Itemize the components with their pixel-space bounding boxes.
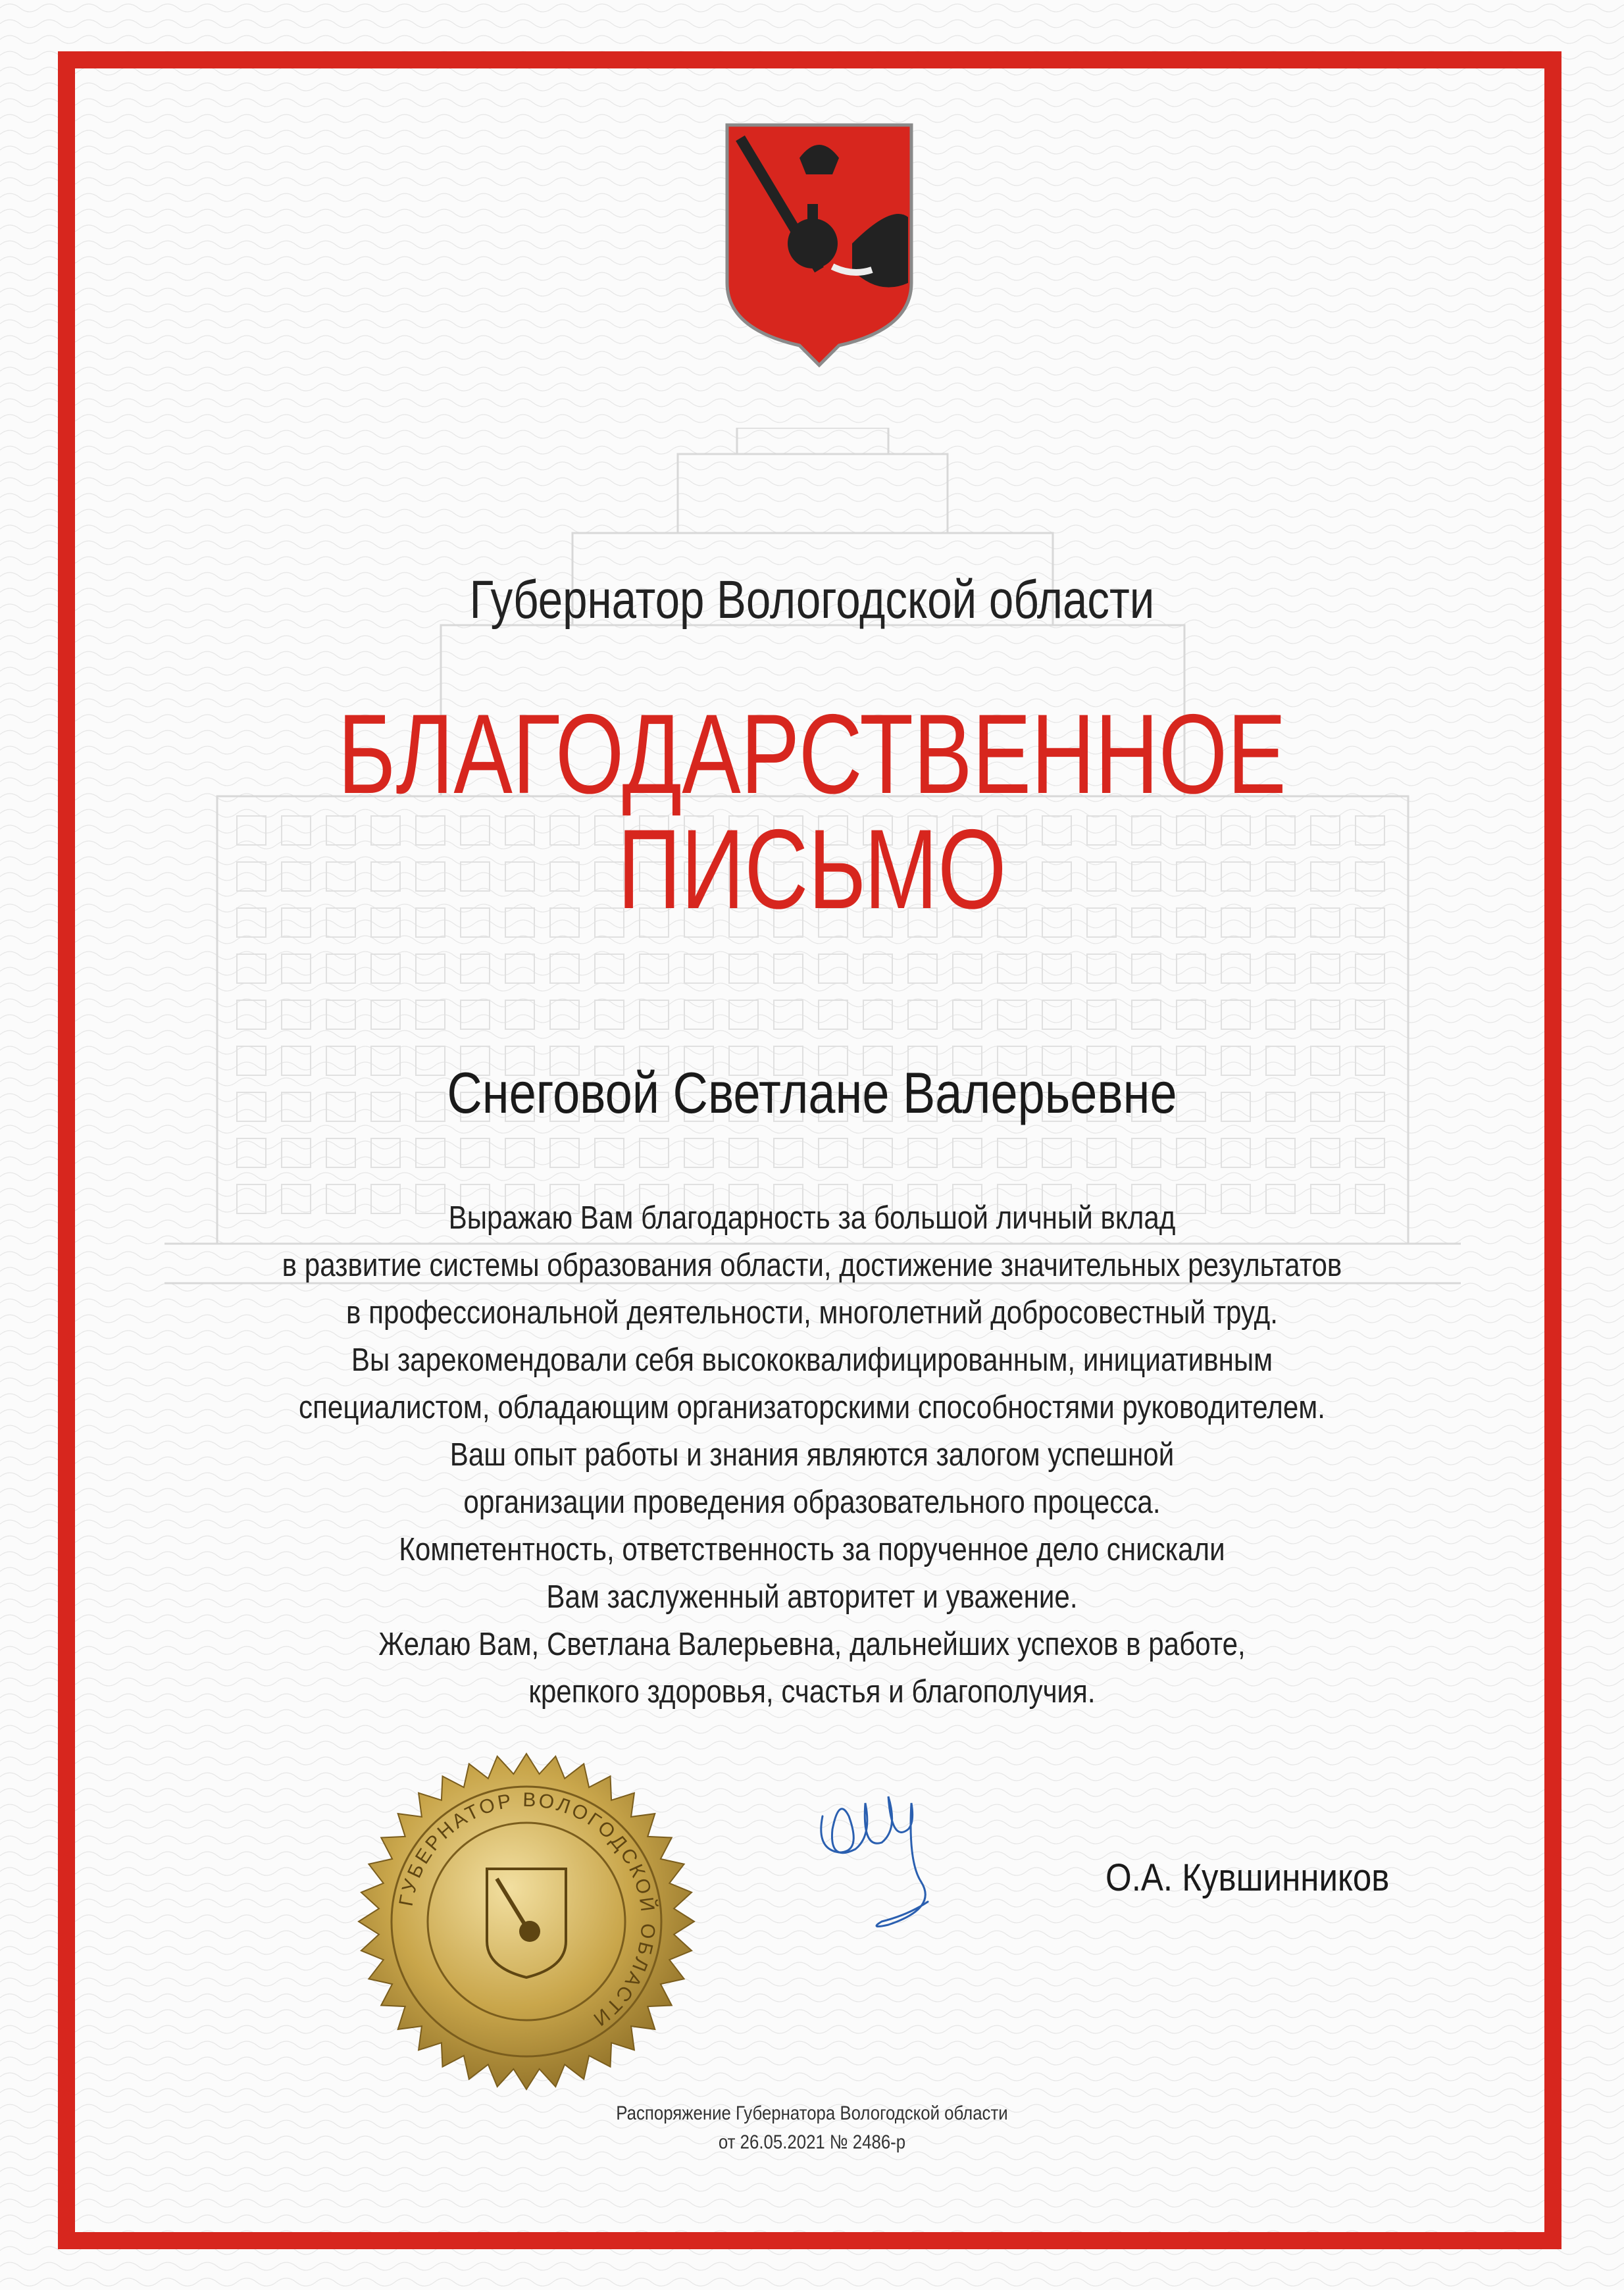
footer-line-1: Распоряжение Губернатора Вологодской области: [616, 2102, 1008, 2124]
issuer-heading: Губернатор Вологодской области: [469, 570, 1155, 630]
body-line: Вы зарекомендовали себя высококвалифицированным, инициативным: [351, 1342, 1273, 1378]
document-title-line-2: ПИСЬМО: [617, 806, 1007, 932]
recipient-name: Снеговой Светлане Валерьевне: [447, 1060, 1177, 1125]
body-line: Вам заслуженный авторитет и уважение.: [546, 1579, 1078, 1615]
body-line: крепкого здоровья, счастья и благополучия.: [528, 1674, 1096, 1710]
body-line: в развитие системы образования области, достижение значительных результатов: [282, 1248, 1342, 1283]
vologda-coat-of-arms-icon: [721, 118, 918, 369]
footer-line-2: от 26.05.2021 № 2486-р: [718, 2131, 906, 2153]
body-line: специалистом, обладающим организаторскими способностями руководителем.: [299, 1390, 1325, 1425]
body-line: организации проведения образовательного процесса.: [463, 1485, 1161, 1520]
footer-reference: [0, 2099, 1624, 2157]
letter-body: [0, 1194, 1624, 1716]
body-line: Ваш опыт работы и знания являются залогом успешной: [449, 1437, 1175, 1473]
body-line: Компетентность, ответственность за порученное дело снискали: [399, 1532, 1225, 1567]
seal-text: ГУБЕРНАТОР ВОЛОГОДСКОЙ ОБЛАСТИ: [395, 1789, 659, 2032]
body-line: Желаю Вам, Светлана Валерьевна, дальнейших успехов в работе,: [378, 1627, 1246, 1662]
body-line: в профессиональной деятельности, многолетний добросовестный труд.: [346, 1295, 1278, 1331]
body-line: Выражаю Вам благодарность за большой личный вклад: [448, 1200, 1176, 1236]
gold-seal-icon: [355, 1750, 698, 2093]
signer-name: О.А. Кувшинников: [1105, 1856, 1390, 1899]
document-title-line-1: БЛАГОДАРСТВЕННОЕ: [338, 691, 1286, 817]
signature-icon: [809, 1790, 954, 1941]
